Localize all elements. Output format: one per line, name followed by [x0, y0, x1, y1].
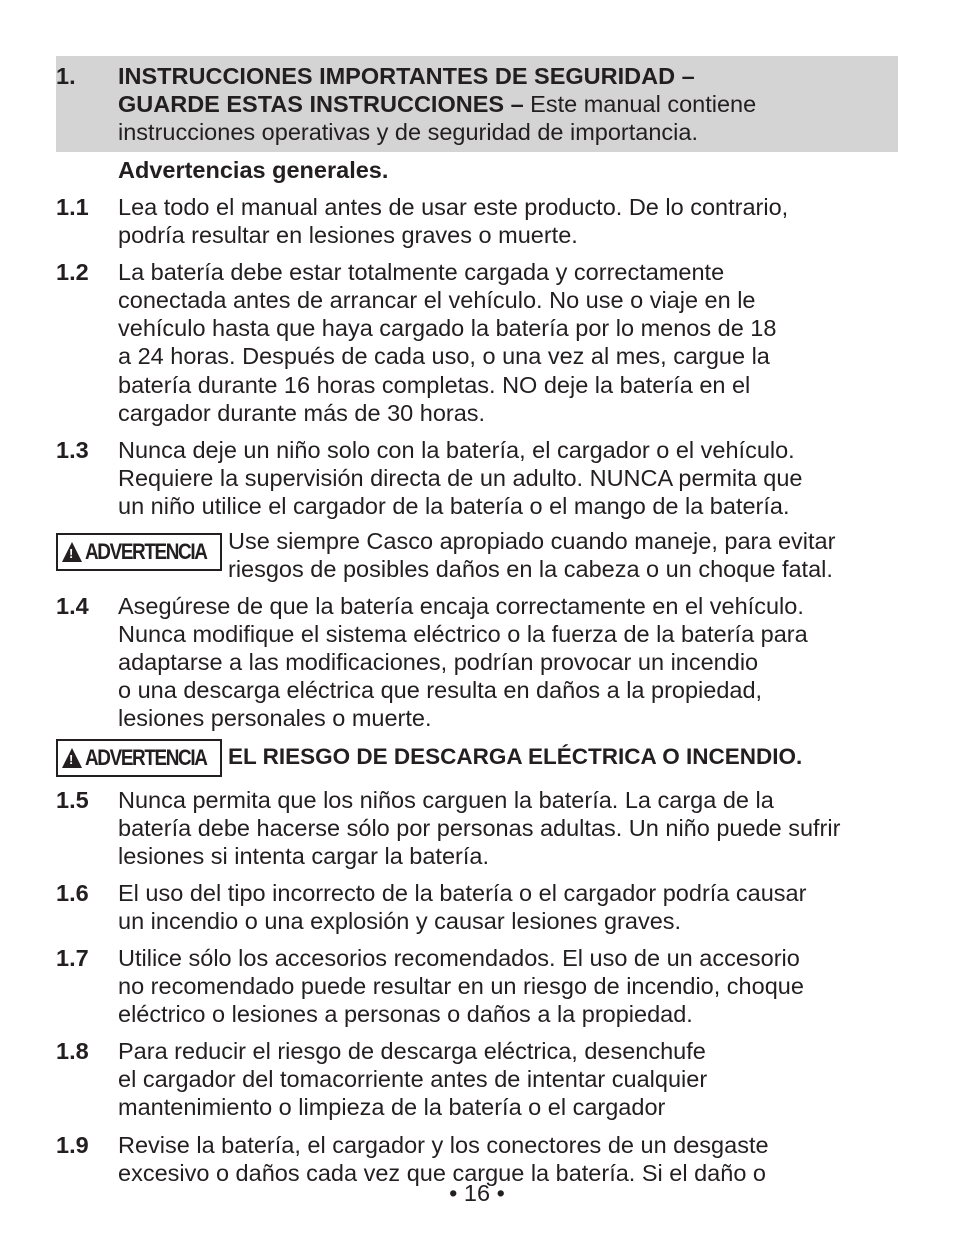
section-title: INSTRUCCIONES IMPORTANTES DE SEGURIDAD – GUARDE ESTAS INSTRUCCIONES – — [118, 63, 695, 117]
item-text: Para reducir el riesgo de descarga eléctrica, desenchufe el cargador del tomacorriente antes de intentar cualquier mantenimiento o limpieza de la batería o el cargador — [118, 1038, 708, 1121]
item-number: 1.2 — [56, 259, 89, 286]
item-text: El uso del tipo incorrecto de la batería o el cargador podría causar un incendio o una explosión y causar lesiones graves. — [118, 879, 807, 934]
warning-label-text: ADVERTENCIA — [85, 744, 207, 770]
list-item — [56, 258, 898, 427]
item-text: La batería debe estar totalmente cargada y correctamente conectada antes de arrancar el vehículo. No use o viaje en le vehículo hasta que haya cargado la batería por lo menos de 18 a 24 horas. Después de cada uso, o una vez al mes, cargue la batería durante 16 horas completas. NO deje la batería en el cargador durante más de 30 horas. — [118, 259, 777, 426]
item-text: Asegúrese de que la batería encaja correctamente en el vehículo. Nunca modifique el sistema eléctrico o la fuerza de la batería para adaptarse a las modificaciones, podrían provocar un incendio o una descarga eléctrica que resulta en daños a la propiedad, lesiones personales o muerte. — [118, 593, 808, 732]
list-item — [56, 436, 898, 520]
list-item — [56, 1131, 898, 1187]
item-number: 1.7 — [56, 944, 89, 971]
subheading: Advertencias generales. — [118, 157, 389, 183]
list-item — [56, 592, 898, 732]
item-number: 1.1 — [56, 194, 89, 220]
page-number: • 16 • — [449, 1180, 505, 1206]
warning-block — [56, 739, 898, 777]
warning-block — [56, 527, 898, 583]
warning-label — [56, 739, 222, 777]
item-text: Nunca deje un niño solo con la batería, el cargador o el vehículo. Requiere la supervisión directa de un adulto. NUNCA permita que un niño utilice el cargador de la batería o el mango de la batería. — [118, 436, 803, 519]
list-item — [56, 786, 898, 870]
section-header — [56, 56, 898, 152]
item-number: 1.9 — [56, 1131, 89, 1158]
warning-label — [56, 533, 222, 571]
section-header-text — [118, 62, 898, 146]
warning-text: EL RIESGO DE DESCARGA ELÉCTRICA O INCENDIO. — [228, 743, 803, 769]
list-item — [56, 1037, 898, 1121]
item-text: Revise la batería, el cargador y los conectores de un desgaste excesivo o daños cada vez que cargue la batería. Si el daño o — [118, 1131, 769, 1186]
item-number: 1.5 — [56, 786, 89, 813]
warning-label-text: ADVERTENCIA — [85, 539, 207, 565]
item-text: Nunca permita que los niños carguen la batería. La carga de la batería debe hacerse sólo por personas adultas. Un niño puede sufrir lesiones si intenta cargar la batería. — [118, 786, 841, 869]
item-number: 1.3 — [56, 436, 89, 463]
item-number: 1.8 — [56, 1038, 89, 1065]
list-item — [56, 879, 898, 935]
list-item — [56, 193, 898, 249]
item-number: 1.6 — [56, 879, 89, 906]
item-number: 1.4 — [56, 593, 89, 620]
section-number: 1. — [56, 63, 76, 89]
item-text: Utilice sólo los accesorios recomendados. El uso de un accesorio no recomendado puede resultar en un riesgo de incendio, choque eléctrico o lesiones a personas o daños a la propiedad. — [118, 944, 804, 1028]
list-item — [56, 944, 898, 1028]
manual-page — [56, 56, 898, 1187]
item-text: Lea todo el manual antes de usar este producto. De lo contrario, podría resultar en lesiones graves o muerte. — [118, 194, 789, 249]
section-intro: Este manual contiene instrucciones operativas y de seguridad de importancia. — [118, 91, 757, 145]
warning-icon: ! — [62, 748, 82, 768]
warning-icon: ! — [62, 542, 82, 562]
warning-text: Use siempre Casco apropiado cuando maneje, para evitar riesgos de posibles daños en la cabeza o un choque fatal. — [228, 528, 836, 583]
